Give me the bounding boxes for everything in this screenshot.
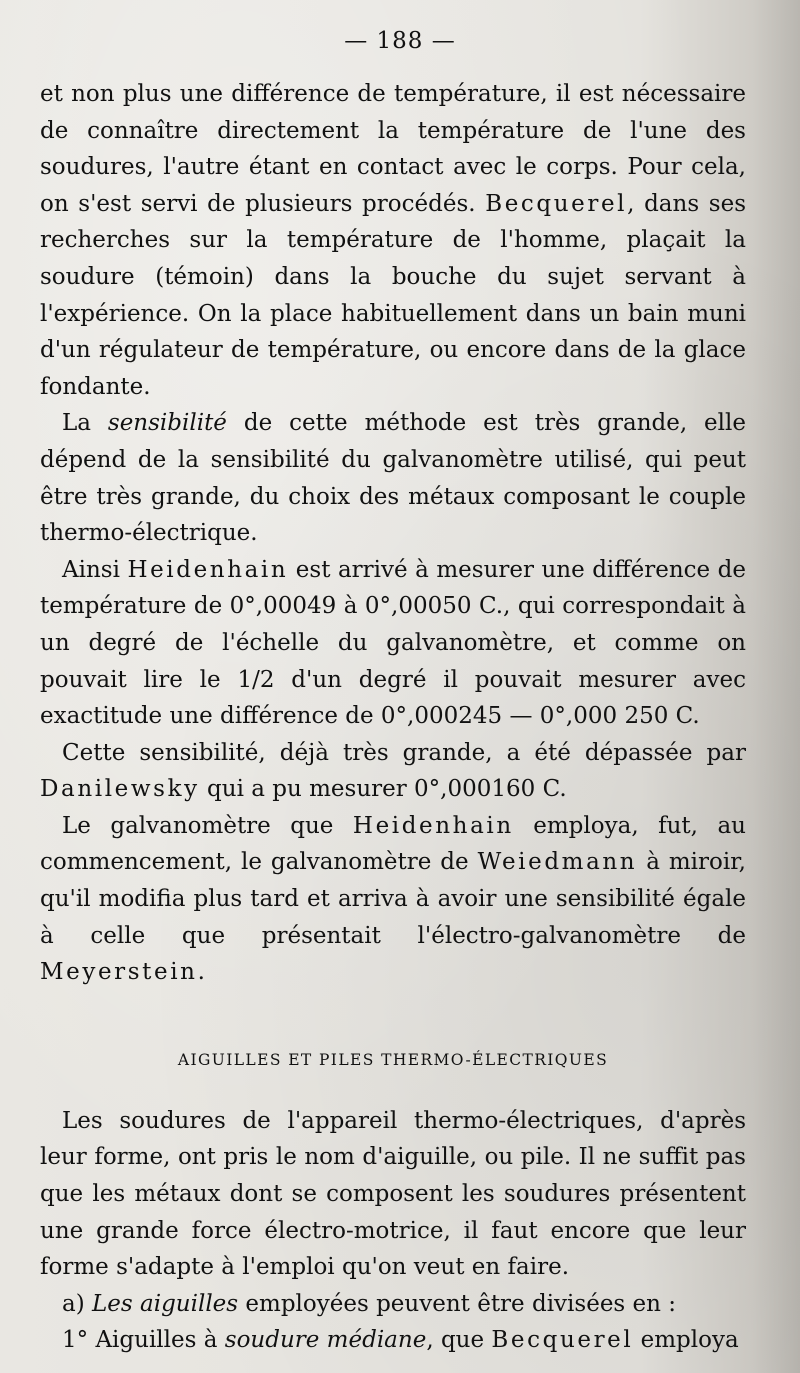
name-meyerstein: Meyerstein (40, 959, 198, 986)
paragraph-7 (40, 1286, 746, 1323)
name-heidenhain: Heidenhain (127, 556, 289, 583)
paragraph-8 (40, 1322, 746, 1359)
paragraph-3-lead: Ainsi (62, 556, 128, 583)
paragraph-4 (40, 735, 746, 808)
paragraph-6-text: Les soudures de l'appareil thermo-électriques, d'après leur forme, ont pris le nom d'aiguille, ou pile. Il ne suffit pas que les métaux dont se composent les soudures présentent une grande force électro-motrice, il faut encore que leur forme s'adapte à l'emploi qu'on veut en faire. (40, 1107, 746, 1281)
paragraph-4-lead: Cette sensibilité, déjà très grande, a été dépassée par (62, 739, 746, 766)
term-soudure-mediane: soudure médiane (224, 1327, 427, 1354)
term-sensibilite: sensibilité (107, 410, 227, 437)
section-heading: AIGUILLES ET PILES THERMO-ÉLECTRIQUES (177, 1050, 609, 1069)
paragraph-5-end: . (197, 959, 205, 986)
paragraph-1-text: et non plus une différence de température, il est nécessaire de connaître directement la température de l'une des soudures, l'autre étant en contact avec le corps. Pour cela, on s'est servi de plusieurs procédés. (40, 81, 746, 217)
paragraph-1 (40, 76, 746, 405)
body-text (40, 76, 746, 1359)
paragraph-5-lead: Le galvanomètre que (62, 812, 353, 839)
paragraph-7-lead: a) (62, 1290, 92, 1317)
name-heidenhain-2: Heidenhain (352, 812, 514, 839)
paragraph-1-text-2: , dans ses recherches sur la température de l'homme, plaçait la soudure (témoin) dans la bouche du sujet servant à l'expérience. On la place habituellement dans un bain muni d'un régulateur de température, ou encore dans de la glace fondante. (40, 190, 747, 400)
name-danilewsky: Danilewsky (40, 776, 200, 803)
paragraph-8-text: employa (633, 1327, 739, 1354)
paragraph-8-mid: , que (426, 1327, 492, 1354)
paragraph-3-text: est arrivé à mesurer une différence de température de 0°,00049 à 0°,00050 C., qui correspondait à un degré de l'échelle du galvanomètre, et comme on pouvait lire le 1/2 d'un degré il pouvait mesurer avec exactitude une différence de 0°,000245 — 0°,000 250 C. (40, 556, 746, 730)
paragraph-4-text: qui a pu mesurer 0°,000160 C. (199, 776, 567, 803)
paragraph-2-lead: La (62, 410, 108, 437)
page-number: — 188 — (344, 28, 456, 54)
paragraph-5-mid-2: à miroir, qu'il modifia plus tard et arriva à avoir une sensibilité égale à celle que présentait l'électro-galvanomètre de (40, 849, 746, 949)
paragraph-8-lead: 1° Aiguilles à (62, 1327, 225, 1354)
paragraph-6 (40, 1103, 746, 1286)
paragraph-3 (40, 552, 746, 735)
paragraph-2 (40, 405, 746, 551)
name-becquerel: Becquerel (485, 190, 628, 217)
term-les-aiguilles: Les aiguilles (92, 1290, 239, 1317)
paragraph-5-mid-1: employa, fut, au commencement, le galvanomètre de (40, 812, 746, 876)
name-becquerel-2: Becquerel (491, 1327, 634, 1354)
paragraph-2-text: de cette méthode est très grande, elle dépend de la sensibilité du galvanomètre utilisé, qui peut être très grande, du choix des métaux composant le couple thermo-électrique. (40, 410, 746, 547)
paragraph-5 (40, 808, 746, 991)
name-weiedmann: Weiedmann (477, 849, 638, 876)
paragraph-7-text: employées peuvent être divisées en : (238, 1290, 677, 1317)
